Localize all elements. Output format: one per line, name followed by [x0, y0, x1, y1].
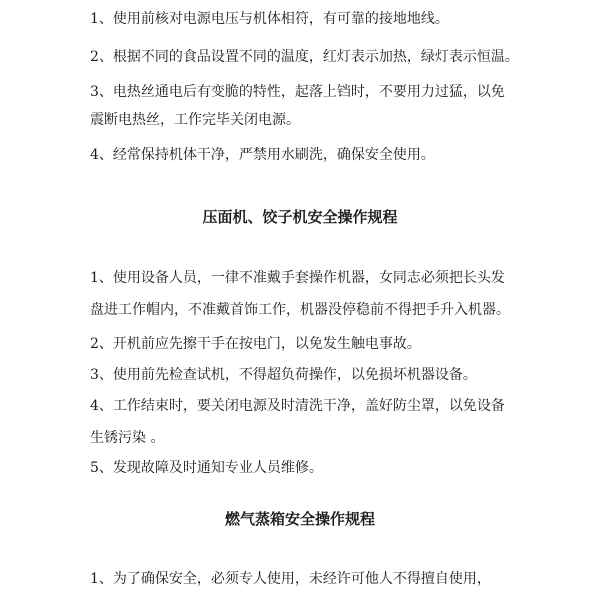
s2-item-5: 5、发现故障及时通知专业人员维修。: [90, 460, 323, 476]
s1-item-1: 1、使用前核对电源电压与机体相符，有可靠的接地地线。: [90, 11, 449, 27]
s1-item-2: 2、根据不同的食品设置不同的温度，红灯表示加热，绿灯表示恒温。: [90, 49, 519, 65]
s2-item-2: 2、开机前应先擦干手在按电门，以免发生触电事故。: [90, 336, 421, 352]
section3-title: 燃气蒸箱安全操作规程: [224, 510, 375, 528]
s2-item-4-cont: 生锈污染 。: [90, 430, 165, 446]
s2-item-3: 3、使用前先检查试机，不得超负荷操作，以免损坏机器设备。: [90, 367, 477, 383]
s1-item-3: 3、电热丝通电后有变脆的特性，起落上铛时，不要用力过猛，以免: [90, 84, 505, 100]
s1-item-4: 4、经常保持机体干净，严禁用水刷洗，确保安全使用。: [90, 147, 435, 163]
s2-item-4: 4、工作结束时，要关闭电源及时清洗干净，盖好防尘罩，以免设备: [90, 398, 505, 414]
s1-item-3-cont: 震断电热丝，工作完毕关闭电源。: [90, 112, 300, 128]
s2-item-1-cont: 盘进工作帽内，不准戴首饰工作，机器没停稳前不得把手升入机器。: [90, 302, 510, 318]
section2-title: 压面机、饺子机安全操作规程: [202, 208, 398, 226]
s2-item-1: 1、使用设备人员，一律不准戴手套操作机器，女同志必须把长头发: [90, 270, 505, 286]
s3-item-1: 1、为了确保安全，必须专人使用，未经许可他人不得擅自使用，: [90, 571, 491, 587]
